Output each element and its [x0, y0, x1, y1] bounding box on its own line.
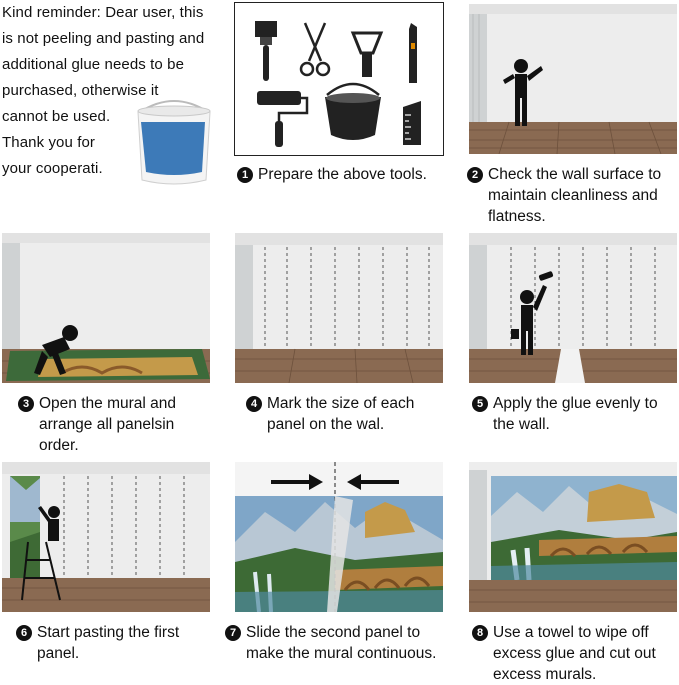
step-6-image: [2, 462, 210, 612]
scissors-icon: [301, 23, 329, 75]
step-number-badge: 6: [16, 625, 32, 641]
step-1-caption: [237, 164, 427, 185]
scraper-icon: [353, 33, 381, 77]
step-5-caption: [472, 393, 658, 435]
step-3-image: [2, 233, 210, 383]
step-text: the wall.: [493, 416, 550, 433]
step-text: Check the wall surface to: [488, 166, 662, 183]
bucket-icon: [325, 84, 381, 140]
step-number-badge: 8: [472, 625, 488, 641]
step-number-badge: 4: [246, 396, 262, 412]
step-text: maintain cleanliness and: [488, 187, 658, 204]
step-text: Open the mural and: [39, 395, 177, 412]
reminder-line: additional glue needs to be: [2, 56, 185, 73]
reminder-line: purchased, otherwise it: [2, 82, 159, 99]
reminder-line: Kind reminder: Dear user, this: [2, 4, 204, 21]
reminder-line: Thank you for: [2, 134, 96, 151]
step-7-caption: [225, 622, 436, 664]
step-text: panel on the wal.: [267, 416, 385, 433]
step-text: order.: [39, 437, 79, 454]
step-4-caption: [246, 393, 414, 435]
step-text: panel.: [37, 645, 80, 662]
paint-brush-icon: [255, 21, 277, 81]
step-number-badge: 7: [225, 625, 241, 641]
paint-roller-icon: [257, 91, 307, 147]
step-8-caption: [472, 622, 656, 685]
reminder-line: cannot be used.: [2, 108, 111, 125]
step-5-image: [469, 233, 677, 383]
step-8-image: [469, 462, 677, 612]
step-number-badge: 5: [472, 396, 488, 412]
reminder-line: is not peeling and pasting and: [2, 30, 205, 47]
step-text: excess murals.: [493, 666, 597, 683]
smoothing-ruler-icon: [403, 101, 421, 145]
step-2-caption: [467, 164, 661, 227]
glue-bucket-icon: [134, 98, 214, 188]
step-text: excess glue and cut out: [493, 645, 656, 662]
step-text: make the mural continuous.: [246, 645, 437, 662]
step-text: Start pasting the first: [37, 624, 180, 641]
step-number-badge: 2: [467, 167, 483, 183]
step-2-image: [469, 4, 677, 154]
step-text: Use a towel to wipe off: [493, 624, 649, 641]
step-text: Apply the glue evenly to: [493, 395, 658, 412]
step-text: Slide the second panel to: [246, 624, 421, 641]
step-number-badge: 3: [18, 396, 34, 412]
step-text: arrange all panelsin: [39, 416, 175, 433]
reminder-line: your cooperati.: [2, 160, 103, 177]
step-number-badge: 1: [237, 167, 253, 183]
step-3-caption: [18, 393, 176, 456]
step-7-image: [235, 462, 443, 612]
step-text: Mark the size of each: [267, 395, 415, 412]
tools-box: [234, 2, 444, 156]
step-text: Prepare the above tools.: [258, 166, 427, 183]
utility-knife-icon: [409, 23, 417, 83]
step-6-caption: [16, 622, 179, 664]
step-4-image: [235, 233, 443, 383]
step-text: flatness.: [488, 208, 546, 225]
